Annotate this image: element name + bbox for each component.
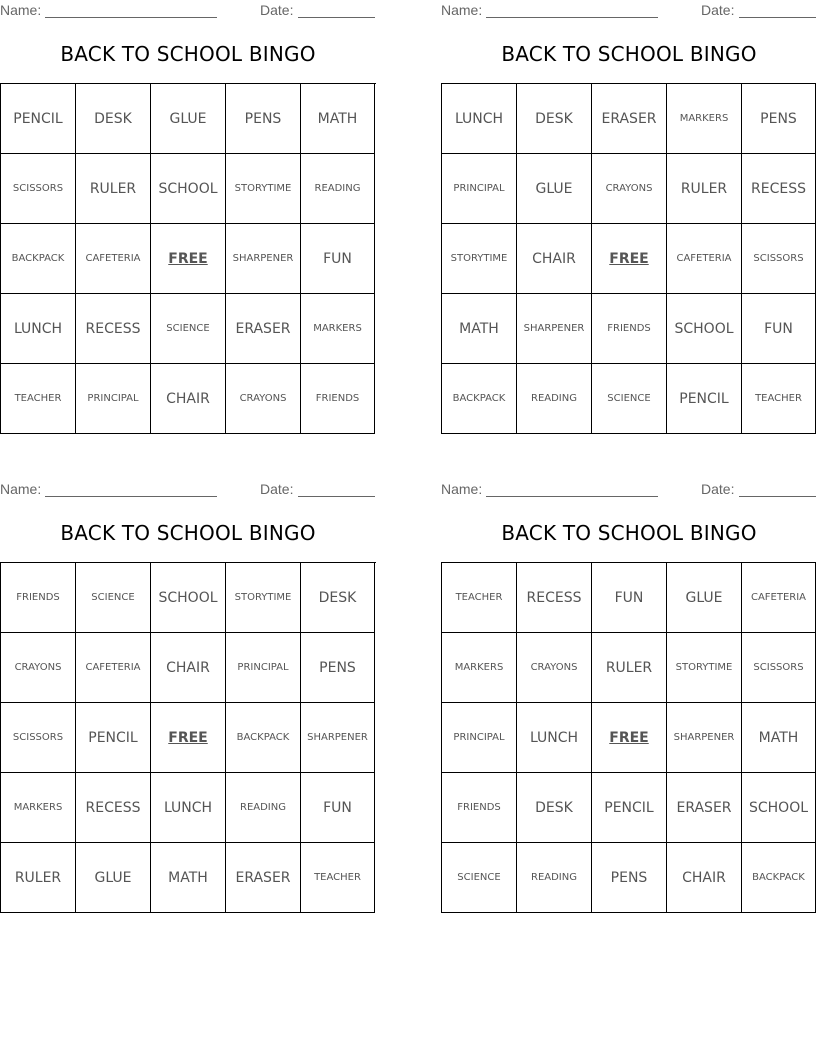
date-label: Date: [260, 2, 294, 18]
bingo-cell: FUN [742, 294, 816, 364]
bingo-card-3 [0, 479, 376, 913]
bingo-cell: PENCIL [592, 773, 667, 843]
bingo-cell: READING [517, 843, 592, 913]
bingo-cell: MATH [442, 294, 517, 364]
bingo-cell: CRAYONS [226, 364, 301, 434]
free-space-cell: FREE [151, 703, 226, 773]
bingo-cell: SCISSORS [1, 703, 76, 773]
bingo-cell: MARKERS [1, 773, 76, 843]
bingo-cell: RECESS [742, 154, 816, 224]
name-label: Name: [441, 481, 483, 497]
date-line [298, 17, 375, 18]
bingo-cell: PRINCIPAL [442, 703, 517, 773]
bingo-cell: BACKPACK [442, 364, 517, 434]
name-line [45, 496, 217, 497]
bingo-cell: ERASER [667, 773, 742, 843]
bingo-cell: SHARPENER [667, 703, 742, 773]
name-label: Name: [0, 481, 42, 497]
bingo-cell: CRAYONS [1, 633, 76, 703]
bingo-cell: RECESS [76, 294, 151, 364]
bingo-cell: RULER [1, 843, 76, 913]
bingo-cell: STORYTIME [226, 154, 301, 224]
bingo-card-1 [0, 0, 376, 434]
date-label: Date: [701, 2, 735, 18]
bingo-cell: DESK [517, 84, 592, 154]
bingo-cell: MARKERS [667, 84, 742, 154]
bingo-cell: READING [301, 154, 375, 224]
bingo-cell: RULER [592, 633, 667, 703]
bingo-cell: STORYTIME [667, 633, 742, 703]
bingo-cell: CRAYONS [517, 633, 592, 703]
bingo-card-4 [441, 479, 816, 913]
bingo-cell: SCISSORS [742, 224, 816, 294]
bingo-cell: FUN [301, 224, 375, 294]
name-line [45, 17, 217, 18]
bingo-cell: LUNCH [151, 773, 226, 843]
bingo-cell: CAFETERIA [667, 224, 742, 294]
bingo-cell: SHARPENER [301, 703, 375, 773]
bingo-cell: CRAYONS [592, 154, 667, 224]
card-title: BACK TO SCHOOL BINGO [501, 42, 757, 66]
bingo-cell: CHAIR [151, 364, 226, 434]
card-header [441, 0, 816, 20]
name-label: Name: [0, 2, 42, 18]
bingo-cell: SCHOOL [151, 563, 226, 633]
bingo-cell: SCISSORS [1, 154, 76, 224]
bingo-cell: MATH [151, 843, 226, 913]
bingo-cell: CAFETERIA [742, 563, 816, 633]
bingo-cell: LUNCH [1, 294, 76, 364]
bingo-cell: CHAIR [151, 633, 226, 703]
bingo-cell: PRINCIPAL [226, 633, 301, 703]
bingo-cell: SCHOOL [742, 773, 816, 843]
card-title: BACK TO SCHOOL BINGO [60, 42, 316, 66]
bingo-cell: CAFETERIA [76, 224, 151, 294]
free-space-cell: FREE [592, 224, 667, 294]
bingo-cell: FRIENDS [442, 773, 517, 843]
bingo-cell: BACKPACK [1, 224, 76, 294]
bingo-cell: SCHOOL [667, 294, 742, 364]
date-label: Date: [260, 481, 294, 497]
bingo-grid [441, 83, 816, 434]
bingo-cell: PENS [742, 84, 816, 154]
bingo-cell: RULER [76, 154, 151, 224]
card-title: BACK TO SCHOOL BINGO [501, 521, 757, 545]
bingo-cell: BACKPACK [226, 703, 301, 773]
date-line [739, 17, 816, 18]
bingo-cell: PRINCIPAL [76, 364, 151, 434]
bingo-cell: SCIENCE [76, 563, 151, 633]
free-space-cell: FREE [592, 703, 667, 773]
bingo-cell: TEACHER [301, 843, 375, 913]
bingo-cell: CAFETERIA [76, 633, 151, 703]
bingo-cell: MATH [301, 84, 375, 154]
bingo-cell: MARKERS [442, 633, 517, 703]
bingo-cell: MATH [742, 703, 816, 773]
bingo-cell: DESK [301, 563, 375, 633]
bingo-cell: PENCIL [667, 364, 742, 434]
bingo-cell: PENS [226, 84, 301, 154]
bingo-grid [0, 562, 376, 913]
bingo-cell: BACKPACK [742, 843, 816, 913]
bingo-cell: GLUE [667, 563, 742, 633]
bingo-cell: FRIENDS [1, 563, 76, 633]
date-line [298, 496, 375, 497]
bingo-cell: MARKERS [301, 294, 375, 364]
name-label: Name: [441, 2, 483, 18]
bingo-cell: CHAIR [667, 843, 742, 913]
bingo-cell: FRIENDS [301, 364, 375, 434]
bingo-cell: PENS [301, 633, 375, 703]
bingo-cell: SCISSORS [742, 633, 816, 703]
card-title: BACK TO SCHOOL BINGO [60, 521, 316, 545]
bingo-card-2 [441, 0, 816, 434]
bingo-cell: STORYTIME [442, 224, 517, 294]
bingo-cell: STORYTIME [226, 563, 301, 633]
bingo-cell: RECESS [517, 563, 592, 633]
card-header [0, 0, 376, 20]
free-space-cell: FREE [151, 224, 226, 294]
bingo-cell: SCHOOL [151, 154, 226, 224]
bingo-grid [441, 562, 816, 913]
bingo-cell: READING [226, 773, 301, 843]
card-header [441, 479, 816, 499]
bingo-cell: SCIENCE [592, 364, 667, 434]
bingo-cell: LUNCH [442, 84, 517, 154]
bingo-cell: DESK [517, 773, 592, 843]
bingo-cell: PENS [592, 843, 667, 913]
bingo-cell: READING [517, 364, 592, 434]
bingo-cell: GLUE [151, 84, 226, 154]
bingo-cell: SHARPENER [226, 224, 301, 294]
bingo-cell: TEACHER [442, 563, 517, 633]
bingo-cell: PENCIL [1, 84, 76, 154]
name-line [486, 496, 658, 497]
bingo-cell: TEACHER [1, 364, 76, 434]
bingo-cell: ERASER [592, 84, 667, 154]
bingo-cell: GLUE [517, 154, 592, 224]
bingo-grid [0, 83, 376, 434]
bingo-cell: SCIENCE [442, 843, 517, 913]
bingo-cell: RULER [667, 154, 742, 224]
bingo-cell: FUN [592, 563, 667, 633]
card-header [0, 479, 376, 499]
bingo-cell: RECESS [76, 773, 151, 843]
bingo-cell: PENCIL [76, 703, 151, 773]
bingo-cell: ERASER [226, 843, 301, 913]
bingo-cell: SHARPENER [517, 294, 592, 364]
bingo-cell: CHAIR [517, 224, 592, 294]
bingo-cell: PRINCIPAL [442, 154, 517, 224]
bingo-cell: ERASER [226, 294, 301, 364]
bingo-cell: TEACHER [742, 364, 816, 434]
date-label: Date: [701, 481, 735, 497]
bingo-cell: GLUE [76, 843, 151, 913]
bingo-cell: FRIENDS [592, 294, 667, 364]
bingo-cell: FUN [301, 773, 375, 843]
name-line [486, 17, 658, 18]
date-line [739, 496, 816, 497]
bingo-cell: SCIENCE [151, 294, 226, 364]
bingo-cell: LUNCH [517, 703, 592, 773]
bingo-cell: DESK [76, 84, 151, 154]
